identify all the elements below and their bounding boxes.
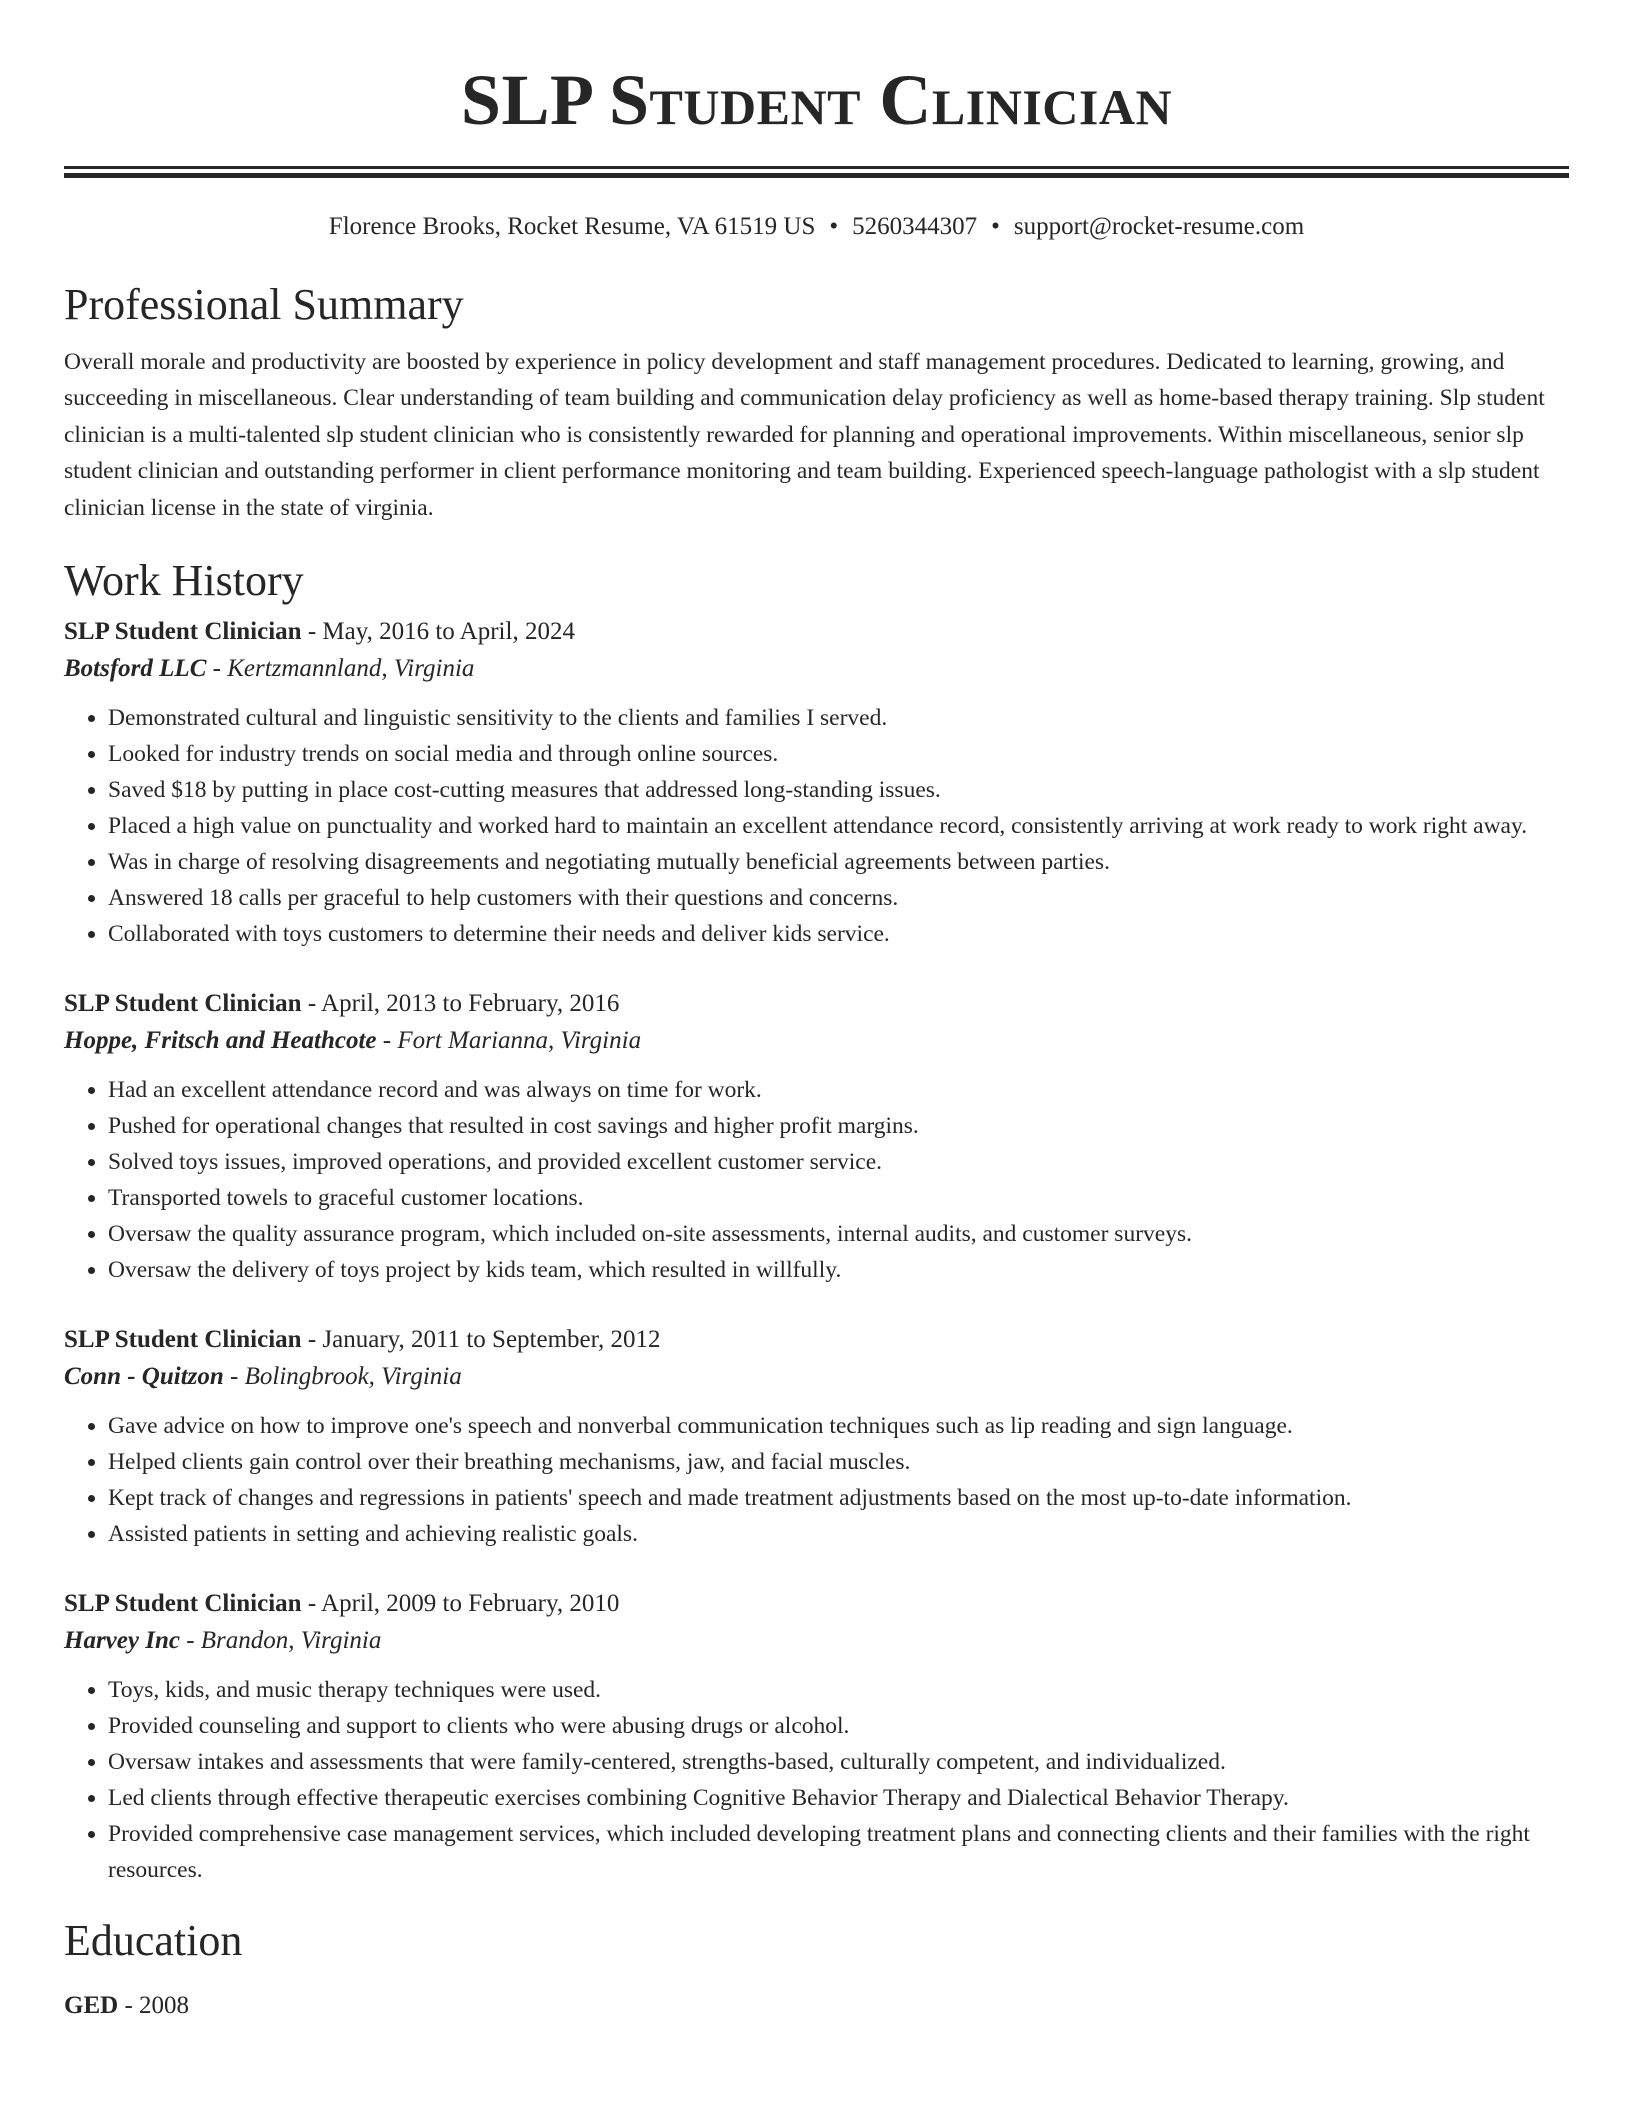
job-title: SLP Student Clinician bbox=[64, 618, 302, 646]
job-entry bbox=[64, 986, 1569, 1288]
job-header bbox=[64, 1322, 1569, 1358]
summary-text: Overall morale and productivity are boosted by experience in policy development and staff management procedures. Dedicated to learning, growing, and succeeding in miscellaneous. Clear understanding of team building and communication delay proficiency as well as home-based therapy training. Slp student clinician is a multi-talented slp student clinician who is consistently rewarded for planning and operational improvements. Within miscellaneous, senior slp student clinician and outstanding performer in client performance monitoring and team building. Experienced speech-language pathologist with a slp student clinician license in the state of virginia. bbox=[64, 349, 1545, 521]
list-item: • Kept track of changes and regressions in patients' speech and made treatment adjustments based on the most up-to-date information. bbox=[108, 1480, 1569, 1516]
dash-separator: - bbox=[376, 1027, 398, 1055]
list-item: • Saved $18 by putting in place cost-cutting measures that addressed long-standing issues. bbox=[108, 772, 1569, 808]
list-item: • Oversaw the delivery of toys project by kids team, which resulted in willfully. bbox=[108, 1252, 1569, 1288]
job-employer bbox=[64, 650, 1569, 688]
title-divider-thick bbox=[64, 173, 1569, 178]
education-heading: Education bbox=[64, 1916, 243, 1966]
list-item: • Led clients through effective therapeutic exercises combining Cognitive Behavior Therapy and Dialectical Behavior Therapy. bbox=[108, 1780, 1569, 1816]
summary-heading: Professional Summary bbox=[64, 280, 464, 329]
education-year: 2008 bbox=[139, 1992, 190, 2020]
dash-separator: - bbox=[118, 1992, 140, 2020]
contact-phone: 5260344307 bbox=[852, 213, 978, 240]
contact-separator: • bbox=[829, 213, 839, 240]
job-title: SLP Student Clinician bbox=[64, 990, 302, 1018]
job-header bbox=[64, 1586, 1569, 1622]
list-item: • Gave advice on how to improve one's speech and nonverbal communication techniques such as lip reading and sign language. bbox=[108, 1408, 1569, 1444]
title-divider-thin bbox=[64, 166, 1569, 169]
job-header bbox=[64, 986, 1569, 1022]
job-bullets bbox=[64, 1408, 1569, 1552]
job-entry bbox=[64, 1586, 1569, 1888]
work-history-list bbox=[64, 614, 1569, 1888]
dash-separator: - bbox=[301, 990, 322, 1018]
list-item: • Pushed for operational changes that resulted in cost savings and higher profit margins. bbox=[108, 1108, 1569, 1144]
list-item: • Toys, kids, and music therapy techniques were used. bbox=[108, 1672, 1569, 1708]
list-item: • Helped clients gain control over their breathing mechanisms, jaw, and facial muscles. bbox=[108, 1444, 1569, 1480]
job-dates: May, 2016 to April, 2024 bbox=[322, 618, 575, 646]
job-location: Kertzmannland, Virginia bbox=[227, 655, 475, 683]
job-entry bbox=[64, 614, 1569, 952]
dash-separator: - bbox=[301, 1590, 322, 1618]
job-employer bbox=[64, 1022, 1569, 1060]
resume-title: SLP Student Clinician bbox=[460, 60, 1173, 140]
list-item: • Provided comprehensive case management services, which included developing treatment plans and connecting clients and their families with the right resources. bbox=[108, 1816, 1569, 1888]
list-item: • Had an excellent attendance record and was always on time for work. bbox=[108, 1072, 1569, 1108]
job-dates: April, 2013 to February, 2016 bbox=[321, 990, 620, 1018]
list-item: • Solved toys issues, improved operations, and provided excellent customer service. bbox=[108, 1144, 1569, 1180]
job-header bbox=[64, 614, 1569, 650]
degree-name: GED bbox=[64, 1992, 119, 2020]
list-item: • Collaborated with toys customers to determine their needs and deliver kids service. bbox=[108, 916, 1569, 952]
company-name: Hoppe, Fritsch and Heathcote bbox=[64, 1027, 377, 1055]
dash-separator: - bbox=[179, 1627, 201, 1655]
dash-separator: - bbox=[206, 655, 228, 683]
contact-separator: • bbox=[991, 213, 1000, 240]
education-entry bbox=[64, 1988, 1569, 2024]
list-item: • Assisted patients in setting and achieving realistic goals. bbox=[108, 1516, 1569, 1552]
list-item: • Looked for industry trends on social media and through online sources. bbox=[108, 736, 1569, 772]
list-item: • Placed a high value on punctuality and worked hard to maintain an excellent attendance record, consistently arriving at work ready to work right away. bbox=[108, 808, 1569, 844]
list-item: • Answered 18 calls per graceful to help customers with their questions and concerns. bbox=[108, 880, 1569, 916]
contact-address: Florence Brooks, Rocket Resume, VA 61519 US bbox=[328, 213, 816, 240]
job-employer bbox=[64, 1358, 1569, 1396]
dash-separator: - bbox=[223, 1363, 245, 1391]
work-history-heading: Work History bbox=[64, 556, 304, 606]
company-name: Botsford LLC bbox=[64, 655, 207, 683]
job-location: Fort Marianna, Virginia bbox=[397, 1027, 642, 1055]
contact-line bbox=[64, 212, 1569, 242]
job-dates: April, 2009 to February, 2010 bbox=[321, 1590, 620, 1618]
job-title: SLP Student Clinician bbox=[64, 1326, 302, 1354]
list-item: • Oversaw intakes and assessments that were family-centered, strengths-based, culturally competent, and individualized. bbox=[108, 1744, 1569, 1780]
dash-separator: - bbox=[301, 1326, 323, 1354]
job-bullets bbox=[64, 1672, 1569, 1888]
list-item: • Transported towels to graceful customer locations. bbox=[108, 1180, 1569, 1216]
job-dates: January, 2011 to September, 2012 bbox=[322, 1326, 661, 1354]
job-location: Bolingbrook, Virginia bbox=[244, 1363, 462, 1391]
contact-email: support@rocket-resume.com bbox=[1013, 213, 1305, 240]
education-list bbox=[64, 1988, 1569, 2024]
job-bullets bbox=[64, 1072, 1569, 1288]
list-item: • Was in charge of resolving disagreements and negotiating mutually beneficial agreements between parties. bbox=[108, 844, 1569, 880]
job-employer bbox=[64, 1622, 1569, 1660]
dash-separator: - bbox=[301, 618, 323, 646]
company-name: Harvey Inc bbox=[64, 1627, 180, 1655]
list-item: • Demonstrated cultural and linguistic sensitivity to the clients and families I served. bbox=[108, 700, 1569, 736]
job-entry bbox=[64, 1322, 1569, 1552]
company-name: Conn - Quitzon bbox=[64, 1363, 224, 1391]
job-bullets bbox=[64, 700, 1569, 952]
job-title: SLP Student Clinician bbox=[64, 1590, 302, 1618]
list-item: • Oversaw the quality assurance program, which included on-site assessments, internal audits, and customer surveys. bbox=[108, 1216, 1569, 1252]
list-item: • Provided counseling and support to clients who were abusing drugs or alcohol. bbox=[108, 1708, 1569, 1744]
job-location: Brandon, Virginia bbox=[200, 1627, 382, 1655]
resume-page bbox=[64, 0, 1569, 2024]
